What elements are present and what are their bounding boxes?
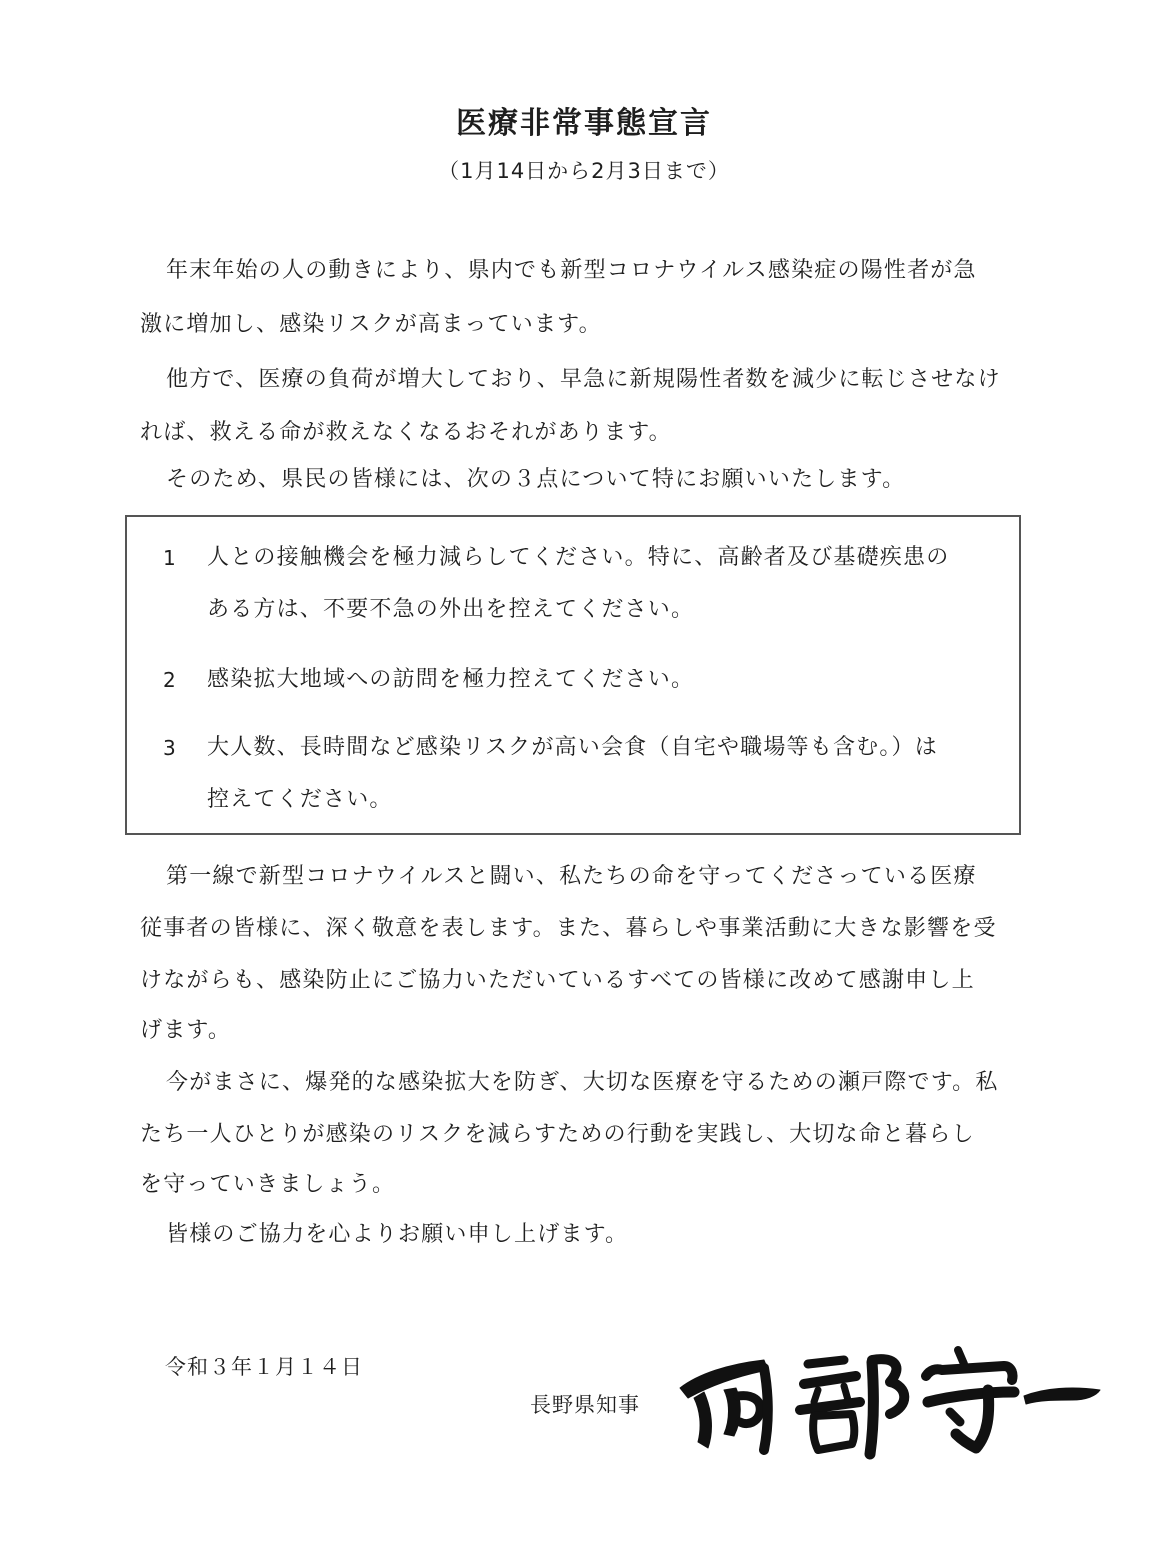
handwritten-signature: [668, 1330, 1108, 1460]
page-subtitle: （1月14日から2月3日まで）: [438, 159, 730, 183]
page-title: 医療非常事態宣言: [456, 106, 712, 141]
closing-paragraph-2-line-2: たち一人ひとりが感染のリスクを減らすための行動を実践し、大切な命と暮らし: [140, 1122, 975, 1147]
request-number-3: 3: [163, 736, 176, 760]
issue-date: 令和３年１月１４日: [165, 1355, 363, 1379]
request-1-line-1: 人との接触機会を極力減らしてください。特に、高齢者及び基礎疾患の: [207, 545, 950, 570]
request-3-line-1: 大人数、長時間など感染リスクが高い会食（自宅や職場等も含む。）は: [207, 735, 938, 760]
request-3-line-2: 控えてください。: [207, 787, 393, 812]
signer-title: 長野県知事: [530, 1393, 640, 1417]
closing-paragraph-1-line-2: 従事者の皆様に、深く敬意を表します。また、暮らしや事業活動に大きな影響を受: [140, 916, 997, 941]
intro-paragraph-1-line-2: 激に増加し、感染リスクが高まっています。: [140, 312, 602, 337]
closing-paragraph-1-line-3: けながらも、感染防止にご協力いただいているすべての皆様に改めて感謝申し上: [140, 968, 975, 993]
intro-paragraph-2-line-1: 他方で、医療の負荷が増大しており、早急に新規陽性者数を減少に転じさせなけ: [166, 367, 1001, 392]
closing-paragraph-2-line-3: を守っていきましょう。: [140, 1172, 396, 1197]
closing-paragraph-3: 皆様のご協力を心よりお願い申し上げます。: [166, 1222, 629, 1247]
request-number-1: 1: [163, 546, 176, 570]
closing-paragraph-2-line-1: 今がまさに、爆発的な感染拡大を防ぎ、大切な医療を守るための瀬戸際です。私: [166, 1070, 999, 1095]
intro-paragraph-2-line-2: れば、救える命が救えなくなるおそれがあります。: [140, 420, 672, 445]
intro-paragraph-3: そのため、県民の皆様には、次の３点について特にお願いいたします。: [166, 467, 906, 492]
closing-paragraph-1-line-1: 第一線で新型コロナウイルスと闘い、私たちの命を守ってくださっている医療: [166, 864, 977, 889]
closing-paragraph-1-line-4: げます。: [140, 1018, 232, 1043]
request-box: [125, 515, 1021, 835]
request-1-line-2: ある方は、不要不急の外出を控えてください。: [207, 597, 695, 622]
intro-paragraph-1-line-1: 年末年始の人の動きにより、県内でも新型コロナウイルス感染症の陽性者が急: [166, 258, 977, 283]
request-number-2: 2: [163, 668, 176, 692]
request-2-line-1: 感染拡大地域への訪問を極力控えてください。: [207, 667, 695, 692]
